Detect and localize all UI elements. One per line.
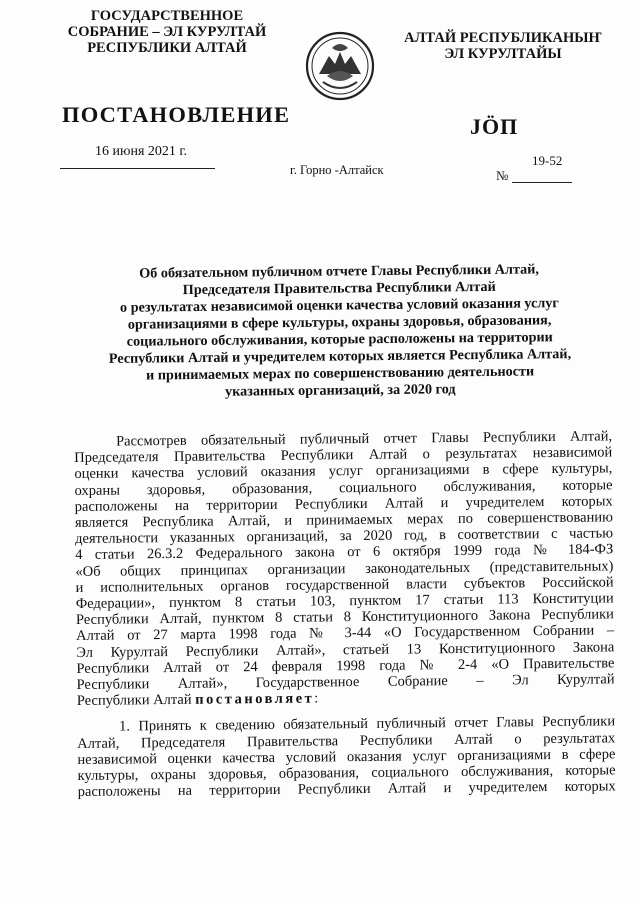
item-1-line: независимой оценки качества условий оказания услуг организациями в сфере — [77, 746, 616, 768]
item-1-line: культуры, охраны здоровья, образования, социального обслуживания, которые — [77, 762, 616, 785]
issuer-name-altai: АЛТАЙ РЕСПУБЛИКАНЫҤ ЭЛ КУРУЛТАЙЫ — [404, 30, 602, 62]
title-line: и принимаемых мерах по совершенствованию деятельности — [146, 363, 535, 384]
date-underline — [60, 168, 215, 169]
title-line: Председателя Правительства Республики Алтай — [182, 278, 496, 299]
preamble-line: Председателя Правительства Республики Алтай о результатах независимой — [74, 444, 613, 467]
document-title — [100, 261, 579, 402]
document-body — [74, 428, 616, 800]
preamble-line: Алтай от 27 марта 1998 года № 3-44 «О Государственном Собрании – — [76, 622, 615, 645]
preamble-last-line: Республики Алтай постановляет: — [76, 690, 319, 710]
preamble-line: Рассмотрев обязательный публичный отчет Главы Республики Алтай, — [115, 428, 613, 450]
item-1-line: расположены на территории Республики Алтай и учредителем которых — [77, 778, 616, 801]
preamble-line: «Об общих принципах организации законодательных (представительных) — [75, 557, 614, 580]
preamble-line: охраны здоровья, образования, социального обслуживания, которые — [74, 476, 613, 499]
preamble-line: Республики Алтай», Государственное Собрание – Эл Курултай — [76, 671, 615, 694]
preamble-line: Республики Алтай, пунктом 8 статьи 8 Конституционного Закона Республики — [75, 606, 615, 629]
document-city: г. Горно -Алтайск — [290, 163, 384, 177]
preamble-line: Федерации», пунктом 8 статьи 103, пунктом 17 статьи 113 Конституции — [75, 590, 614, 613]
preamble-line: Республики Алтай от 24 февраля 1998 года № 2-4 «О Правительстве — [76, 655, 615, 677]
title-line: о результатах независимой оценки качества условий оказания услуг — [119, 295, 559, 316]
preamble-line: расположены на территории Республики Алтай и учредителем которых — [74, 493, 613, 515]
preamble-line: Эл Курултай Республики Алтай», статьей 13 Конституционного Закона — [76, 638, 615, 661]
title-line: социального обслуживания, которые расположены на территории — [126, 329, 553, 350]
title-line: Об обязательном публичном отчете Главы Республики Алтай, — [139, 261, 540, 282]
republic-emblem-icon — [305, 30, 375, 102]
item-1-line: Алтай, Председателя Правительства Республики Алтай о результатах — [77, 730, 616, 752]
title-line: Республики Алтай и учредителем которых является Республика Алтай, — [108, 346, 572, 367]
issuer-name-russian: ГОСУДАРСТВЕННОЕ СОБРАНИЕ – ЭЛ КУРУЛТАЙ РЕСПУБЛИКИ АЛТАЙ — [67, 8, 267, 56]
resolves-word: постановляет — [195, 690, 315, 708]
preamble-line: деятельности указанных организаций, за 2020 год, в соответствии с частью — [75, 525, 614, 548]
preamble-line: является Республика Алтай, и принимаемых мерах по совершенствованию — [74, 509, 613, 532]
document-number: 19-52 — [532, 153, 563, 168]
number-sign: № — [496, 168, 509, 183]
document-type-altai: JÖП — [470, 114, 519, 139]
document-date: 16 июня 2021 г. — [95, 144, 188, 159]
title-line: организациями в сфере культуры, охраны здоровья, образования, — [127, 312, 552, 333]
item-1-line: 1. Принять к сведению обязательный публичный отчет Главы Республики — [118, 713, 616, 735]
title-line: указанных организаций, за 2020 год — [224, 381, 456, 400]
preamble-line: оценки качества условий оказания услуг организациями в сфере культуры, — [74, 460, 613, 483]
preamble-line: 4 статьи 26.3.2 Федерального закона от 6 октября 1999 года № 184-ФЗ — [75, 541, 614, 564]
preamble-line: и исполнительных органов государственной власти субъектов Российской — [75, 574, 614, 596]
document-type: ПОСТАНОВЛЕНИЕ — [62, 102, 291, 127]
number-underline — [512, 182, 572, 183]
